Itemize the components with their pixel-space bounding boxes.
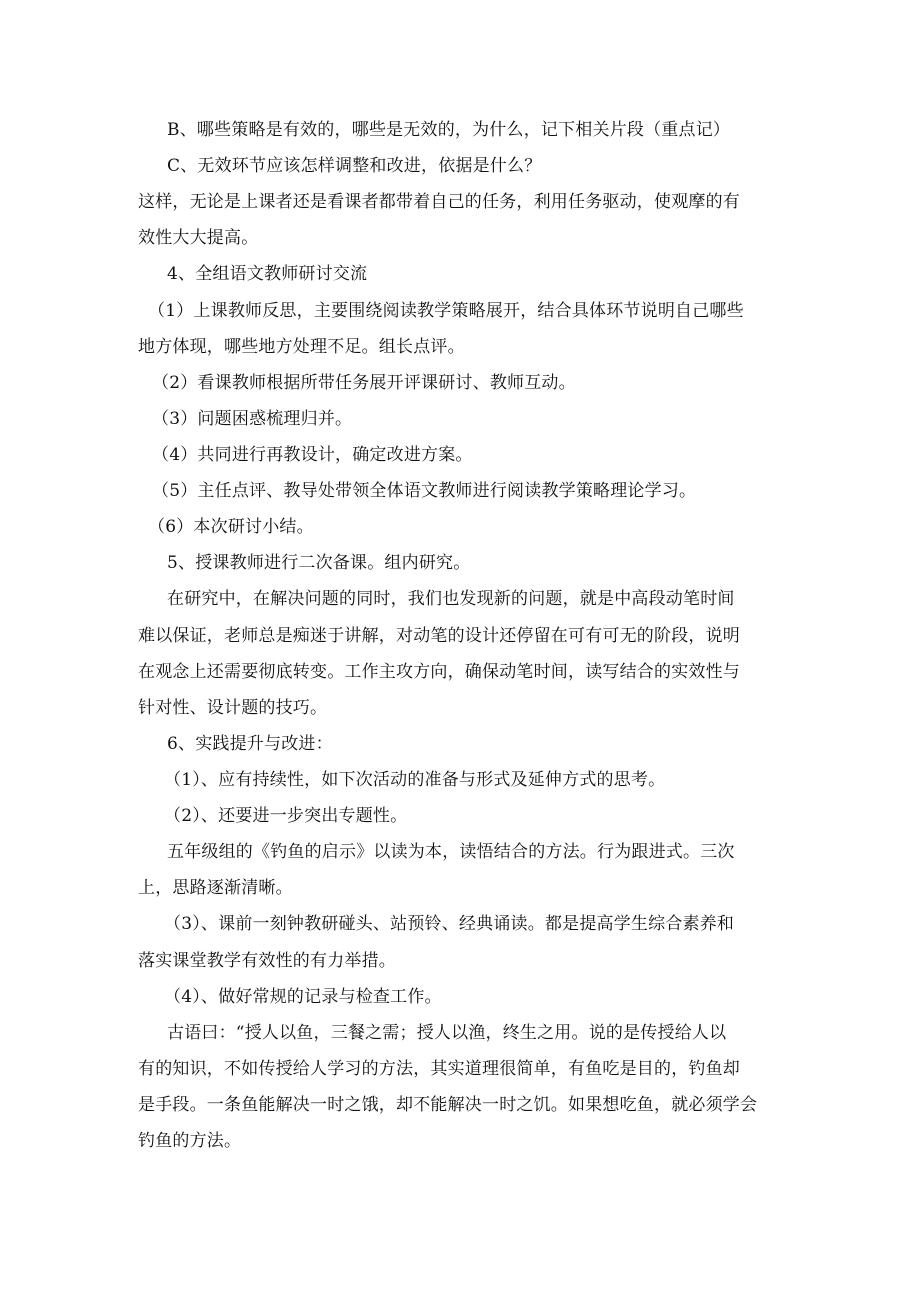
section-heading: 6、实践提升与改进： [167,734,333,754]
section-heading: 4、全组语文教师研讨交流 [167,264,368,284]
text-line: B、哪些策略是有效的，哪些是无效的，为什么，记下相关片段（重点记） [167,120,731,140]
text-line: 在研究中，在解决问题的同时，我们也发现新的问题，就是中高段动笔时间 [167,589,735,609]
text-line: （3）、课前一刻钟教研碰头、站预铃、经典诵读。都是提高学生综合素养和 [164,914,735,934]
text-line: （6）本次研讨小结。 [148,517,314,537]
text-line: 难以保证，老师总是痴迷于讲解，对动笔的设计还停留在可有可无的阶段，说明 [138,626,740,646]
text-line: （1）、应有持续性，如下次活动的准备与形式及延伸方式的思考。 [164,770,666,790]
text-line: 是手段。一条鱼能解决一时之饿，却不能解决一时之饥。如果想吃鱼，就必须学会 [138,1095,758,1115]
text-line: （2）、还要进一步突出专题性。 [164,806,408,826]
text-line: （5）主任点评、教导处带领全体语文教师进行阅读教学策略理论学习。 [152,481,697,501]
text-line: 落实课堂教学有效性的有力举措。 [138,951,396,971]
text-line: 古语曰：“授人以鱼，三餐之需；授人以渔，终生之用。说的是传授给人以 [167,1023,727,1043]
text-line: 钓鱼的方法。 [138,1131,242,1151]
text-line: 上，思路逐渐清晰。 [138,878,293,898]
text-line: （4）、做好常规的记录与检查工作。 [164,987,442,1007]
text-line: 五年级组的《钓鱼的启示》以读为本，读悟结合的方法。行为跟进式。三次 [167,842,735,862]
text-line: 在观念上还需要彻底转变。工作主攻方向，确保动笔时间，读写结合的实效性与 [138,662,740,682]
text-line: （1）上课教师反思，主要围绕阅读教学策略展开，结合具体环节说明自己哪些 [148,301,744,321]
text-line: 有的知识，不如传授给人学习的方法，其实道理很简单，有鱼吃是目的，钓鱼却 [138,1059,740,1079]
text-line: C、无效环节应该怎样调整和改进，依据是什么？ [167,156,542,176]
text-line: 地方体现，哪些地方处理不足。组长点评。 [138,337,465,357]
text-line: （3）问题困惑梳理归并。 [152,409,353,429]
text-line: 针对性、设计题的技巧。 [138,698,328,718]
section-heading: 5、授课教师进行二次备课。组内研究。 [167,553,471,573]
text-line: 效性大大提高。 [138,228,259,248]
text-line: （4）共同进行再教设计，确定改进方案。 [152,445,473,465]
text-line: （2）看课教师根据所带任务展开评课研讨、教师互动。 [152,373,576,393]
text-line: 这样，无论是上课者还是看课者都带着自己的任务，利用任务驱动，使观摩的有 [138,192,740,212]
